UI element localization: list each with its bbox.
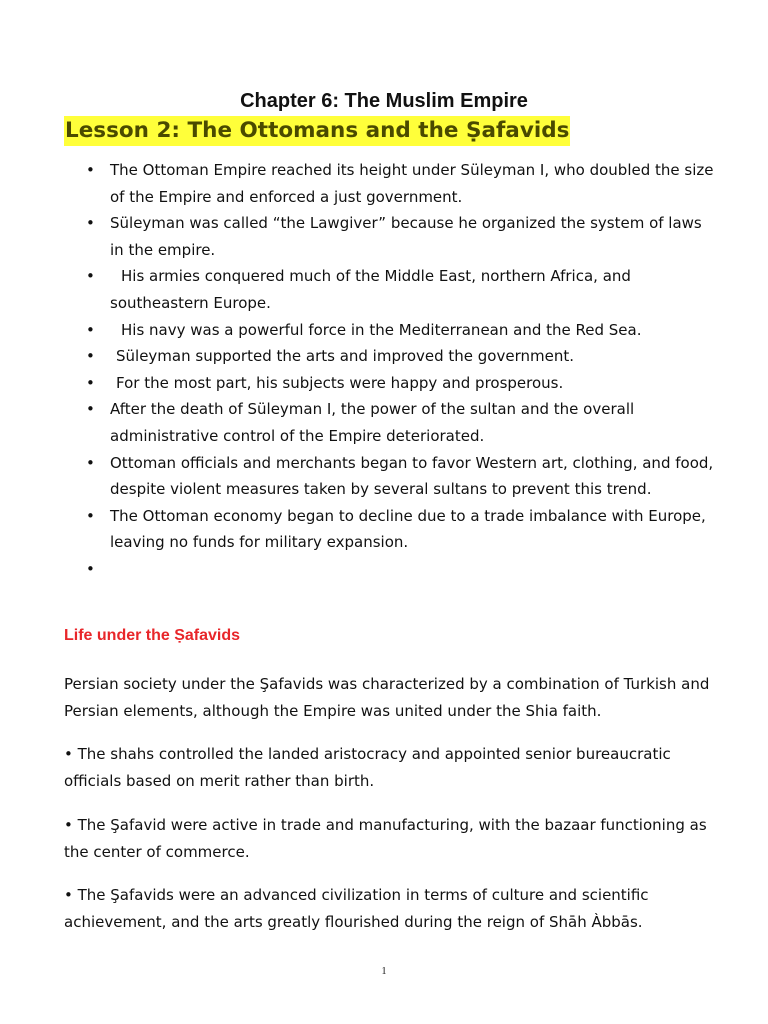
list-item-text: The Ottoman economy began to decline due to a trade imbalance with Europe, leaving no funds for military expansion. [110, 506, 706, 552]
paragraph: Persian society under the Şafavids was characterized by a combination of Turkish and Persian elements, although the Empire was united under the Shia faith. [64, 675, 710, 720]
list-item [64, 343, 714, 370]
list-item-text: His navy was a powerful force in the Mediterranean and the Red Sea. [121, 320, 642, 339]
lesson-title: Lesson 2: The Ottomans and the Ṣafavids [64, 116, 570, 146]
list-item [64, 370, 714, 397]
paragraph: • The Şafavids were an advanced civilization in terms of culture and scientific achievement, and the arts greatly flourished during the reign of Shāh Àbbās. [64, 886, 649, 931]
list-item-text: The Ottoman Empire reached its height under Süleyman I, who doubled the size of the Empire and enforced a just government. [110, 161, 714, 206]
paragraph: • The shahs controlled the landed aristocracy and appointed senior bureaucratic officials based on merit rather than birth. [64, 745, 671, 790]
bullet-list [64, 157, 714, 583]
list-item [64, 396, 714, 449]
list-item [64, 263, 714, 316]
list-item-text: His armies conquered much of the Middle East, northern Africa, and southeastern Europe. [110, 267, 631, 312]
paragraph: • The Şafavid were active in trade and manufacturing, with the bazaar functioning as the center of commerce. [64, 816, 707, 861]
page-number: 1 [381, 966, 387, 977]
section-heading: Life under the Ṣafavids [64, 627, 241, 644]
list-item-text: Süleyman supported the arts and improved the government. [116, 347, 574, 366]
list-item [64, 503, 714, 556]
list-item [64, 450, 714, 503]
chapter-title: Chapter 6: The Muslim Empire [240, 90, 528, 112]
list-item-empty [64, 556, 714, 583]
list-item-text: Süleyman was called “the Lawgiver” because he organized the system of laws in the empire. [110, 214, 702, 259]
list-item [64, 210, 714, 263]
list-item-text: For the most part, his subjects were happy and prosperous. [116, 373, 564, 392]
list-item-text: After the death of Süleyman I, the power of the sultan and the overall administrative control of the Empire deteriorated. [110, 400, 635, 445]
list-item [64, 317, 714, 344]
list-item-text: Ottoman officials and merchants began to favor Western art, clothing, and food, despite violent measures taken by several sultans to prevent this trend. [110, 453, 714, 499]
list-item [64, 157, 714, 210]
